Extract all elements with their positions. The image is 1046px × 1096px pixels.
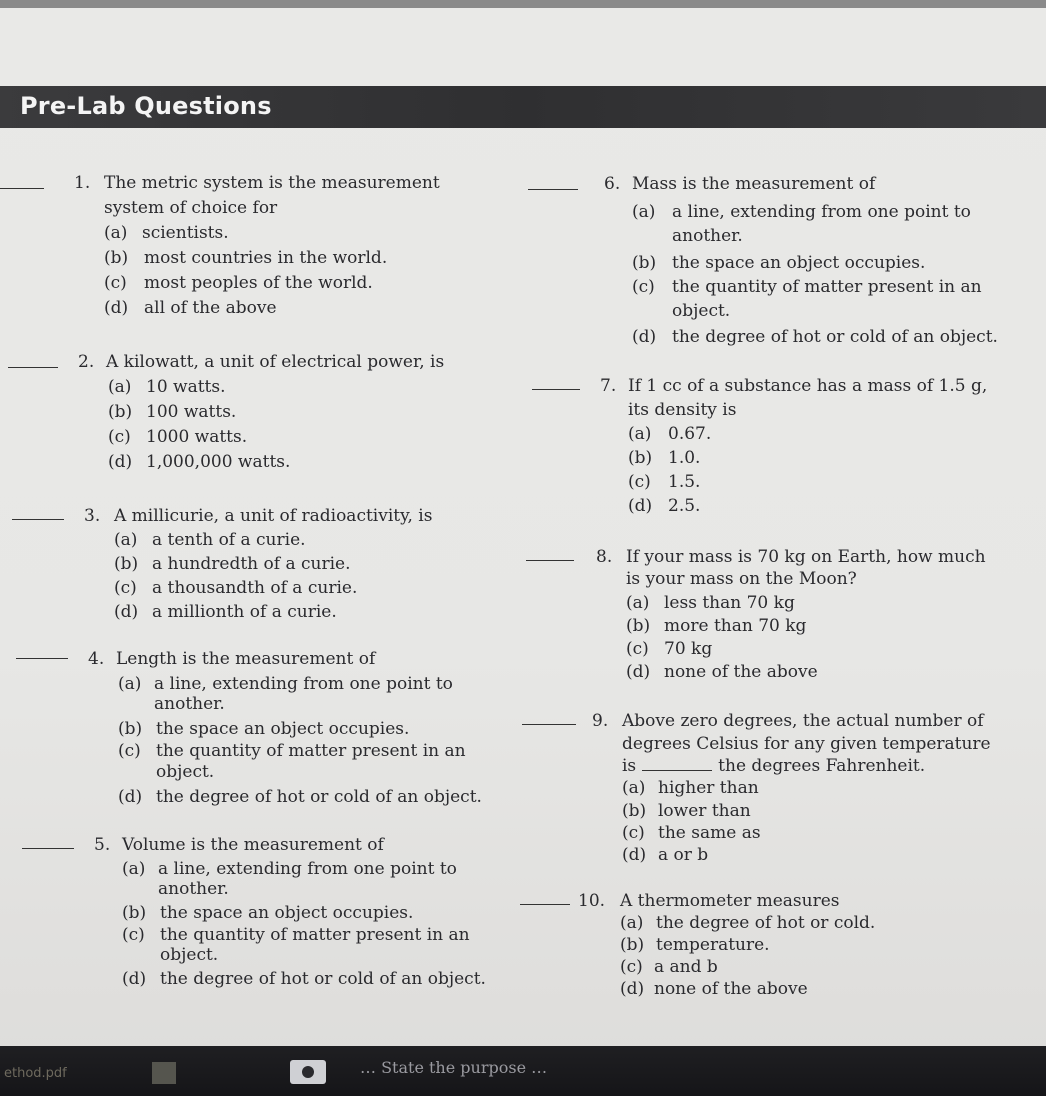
- question-text-line: system of choice for: [104, 198, 278, 218]
- answer-blank[interactable]: [520, 904, 570, 905]
- question-text-line: degrees Celsius for any given temperature: [622, 734, 991, 754]
- section-title: Pre-Lab Questions: [20, 92, 272, 120]
- question-7: 7. If 1 cc of a substance has a mass of 1.5 g, its density is (a) 0.67. (b) 1.0. (c) 1.5. (d) 2.5.: [520, 375, 1040, 525]
- question-2: 2. A kilowatt, a unit of electrical power, is (a) 10 watts. (b) 100 watts. (c) 1000 watts. (d) 1,000,000 watts.: [0, 351, 520, 481]
- answer-blank[interactable]: [8, 367, 58, 368]
- question-number: 6.: [604, 174, 621, 194]
- next-page-text: … State the purpose …: [360, 1058, 548, 1077]
- question-number: 4.: [88, 649, 105, 669]
- question-text-line: its density is: [628, 400, 737, 420]
- question-5: 5. Volume is the measurement of (a) a line, extending from one point to another. (b) the space an object occupies. (c) the quantity of matter present in an object. (d) the degree of hot or cold of an object.: [0, 834, 520, 1004]
- option-a-cont: another.: [672, 226, 743, 246]
- question-text-line: A thermometer measures: [620, 891, 840, 911]
- fill-in-blank[interactable]: [642, 756, 712, 771]
- question-text-line: If 1 cc of a substance has a mass of 1.5 g,: [628, 376, 988, 396]
- top-edge: [0, 0, 1046, 8]
- option-c-cont: object.: [672, 301, 731, 321]
- question-number: 2.: [78, 352, 95, 372]
- question-text-line: Mass is the measurement of: [632, 174, 876, 194]
- section-header-bar: [0, 86, 1046, 128]
- answer-blank[interactable]: [532, 389, 580, 390]
- question-number: 7.: [600, 376, 617, 396]
- option-a-cont: another.: [154, 694, 225, 714]
- answer-blank[interactable]: [12, 519, 64, 520]
- app-icon[interactable]: [152, 1062, 176, 1084]
- answer-blank[interactable]: [0, 188, 44, 189]
- question-text-line: Length is the measurement of: [116, 649, 376, 669]
- question-6: 6. Mass is the measurement of (a) a line, extending from one point to another. (b) the space an object occupies. (c) the quantity of matter present in an object. (d) the degree of hot or cold of an object.: [520, 173, 1040, 353]
- answer-blank[interactable]: [528, 189, 578, 190]
- question-number: 8.: [596, 547, 613, 567]
- option-c-cont: object.: [156, 762, 215, 782]
- answer-blank[interactable]: [16, 658, 68, 659]
- question-text-line: is your mass on the Moon?: [626, 569, 857, 589]
- question-8: 8. If your mass is 70 kg on Earth, how much is your mass on the Moon? (a) less than 70 kg (b) more than 70 kg (c) 70 kg (d) none of the above: [520, 546, 1040, 696]
- answer-blank[interactable]: [526, 560, 574, 561]
- question-10: 10. A thermometer measures (a) the degree of hot or cold. (b) temperature. (c) a and b (d) none of the above: [520, 890, 1040, 1010]
- taskbar: [0, 1046, 1046, 1096]
- answer-blank[interactable]: [522, 724, 576, 725]
- option-a-cont: another.: [158, 879, 229, 899]
- question-number: 1.: [74, 173, 91, 193]
- question-text-line: The metric system is the measurement: [104, 173, 440, 193]
- file-tab-label[interactable]: ethod.pdf: [4, 1066, 67, 1081]
- record-button[interactable]: [290, 1060, 326, 1084]
- question-text-line: If your mass is 70 kg on Earth, how much: [626, 547, 986, 567]
- question-text-line: is the degrees Fahrenheit.: [622, 756, 926, 776]
- question-number: 3.: [84, 506, 101, 526]
- option-c-cont: object.: [160, 945, 219, 965]
- question-text-line: Above zero degrees, the actual number of: [622, 711, 984, 731]
- question-text-line: A millicurie, a unit of radioactivity, is: [114, 506, 433, 526]
- question-number: 9.: [592, 711, 609, 731]
- question-4: 4. Length is the measurement of (a) a line, extending from one point to another. (b) the space an object occupies. (c) the quantity of matter present in an object. (d) the degree of hot or cold of an object.: [0, 648, 520, 818]
- question-text-line: A kilowatt, a unit of electrical power, is: [106, 352, 445, 372]
- question-number: 5.: [94, 835, 111, 855]
- answer-blank[interactable]: [22, 848, 74, 849]
- question-number: 10.: [578, 891, 606, 911]
- question-text-line: Volume is the measurement of: [122, 835, 384, 855]
- question-9: 9. Above zero degrees, the actual number of degrees Celsius for any given temperature is the degrees Fahrenheit. (a) higher than (b) lower than (c) the same as (d) a or b: [520, 710, 1040, 870]
- question-3: 3. A millicurie, a unit of radioactivity, is (a) a tenth of a curie. (b) a hundredth of a curie. (c) a thousandth of a curie. (d) a millionth of a curie.: [0, 505, 520, 635]
- question-1: 1. The metric system is the measurement system of choice for (a) scientists. (b) most countries in the world. (c) most peoples of the world. (d) all of the above: [0, 172, 520, 332]
